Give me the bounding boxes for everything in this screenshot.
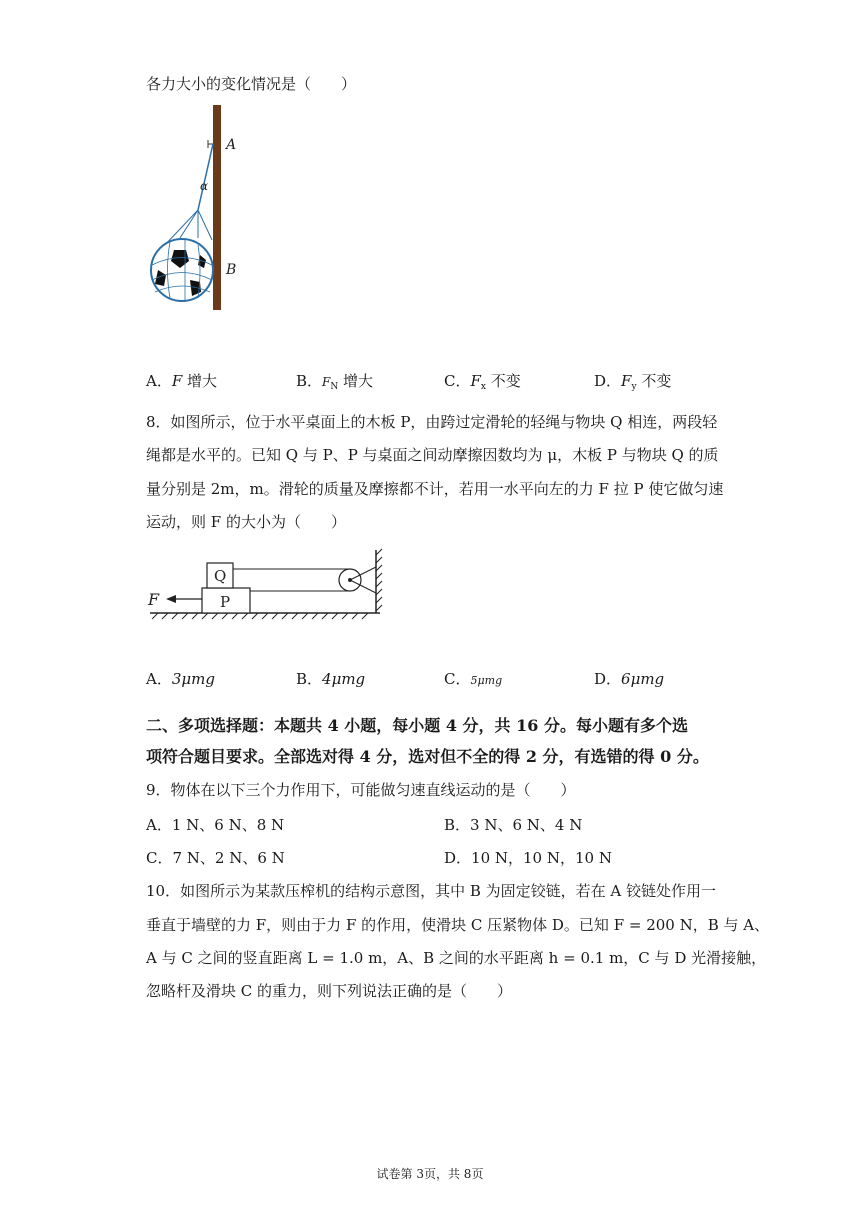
q9-stem: 9．物体在以下三个力作用下，可能做匀速直线运动的是（ ） bbox=[146, 781, 576, 799]
q10-line-1: 10．如图所示为某款压榨机的结构示意图，其中 B 为固定铰链，若在 A 铰链处作用一 bbox=[146, 882, 717, 900]
q8-line-4: 运动，则 F 的大小为（ ） bbox=[146, 513, 346, 531]
string bbox=[198, 144, 213, 210]
q8-line-1: 8．如图所示，位于水平桌面上的木板 P，由跨过定滑轮的轻绳与物块 Q 相连，两段轻 bbox=[146, 413, 718, 431]
ground-hatch bbox=[152, 613, 368, 619]
q10-line-4: 忽略杆及滑块 C 的重力，则下列说法正确的是（ ） bbox=[146, 982, 513, 1000]
label-P: P bbox=[220, 593, 231, 611]
label-A: A bbox=[226, 137, 237, 153]
q7-ball-figure bbox=[140, 100, 250, 315]
soccer-ball bbox=[151, 239, 213, 301]
q8-pulley-figure bbox=[140, 545, 390, 625]
q7-stem-tail: 各力大小的变化情况是（ ） bbox=[146, 75, 357, 93]
section2-heading-line-2: 项符合题目要求。全部选对得 4 分，选对但不全的得 2 分，有选错的得 0 分。 bbox=[146, 747, 709, 766]
section2-heading-line-1: 二、多项选择题：本题共 4 小题，每小题 4 分，共 16 分。每小题有多个选 bbox=[146, 716, 688, 735]
wall-board bbox=[213, 105, 221, 310]
label-Q: Q bbox=[214, 567, 227, 585]
q7-option-c[interactable]: C．$F_x$ 不变 bbox=[444, 372, 521, 392]
q9-option-a[interactable]: A．1 N、6 N、8 N bbox=[146, 816, 285, 834]
q10-line-2: 垂直于墙壁的力 F，则由于力 F 的作用，使滑块 C 压紧物体 D。已知 F = 200 N，B 与 A、 bbox=[146, 916, 770, 934]
q10-line-3: A 与 C 之间的竖直距离 L = 1.0 m，A、B 之间的水平距离 h = 0.1 m，C 与 D 光滑接触， bbox=[146, 949, 767, 967]
page-footer: 试卷第 3页，共 8页 bbox=[376, 1167, 484, 1181]
q8-option-c[interactable]: C．5μmg bbox=[444, 670, 503, 688]
q7-option-b[interactable]: B．$F_N$ 增大 bbox=[296, 372, 374, 392]
label-B: B bbox=[226, 262, 237, 278]
label-F: F bbox=[148, 590, 160, 609]
q8-option-b[interactable]: B．4μmg bbox=[296, 670, 366, 688]
q7-option-a[interactable]: A．F 增大 bbox=[146, 372, 218, 390]
q9-option-b[interactable]: B．3 N、6 N、4 N bbox=[444, 816, 583, 834]
label-alpha: α bbox=[200, 179, 209, 193]
q9-option-c[interactable]: C．7 N、2 N、6 N bbox=[146, 849, 285, 867]
q8-line-2: 绳都是水平的。已知 Q 与 P、P 与桌面之间动摩擦因数均为 μ，木板 P 与物块 Q 的质 bbox=[146, 446, 719, 464]
q9-option-d[interactable]: D．10 N，10 N，10 N bbox=[444, 849, 612, 867]
q7-option-d[interactable]: D．$F_y$ 不变 bbox=[594, 372, 672, 392]
q8-line-3: 量分别是 2m，m。滑轮的质量及摩擦都不计，若用一水平向左的力 F 拉 P 使它做匀速 bbox=[146, 480, 724, 498]
q8-option-d[interactable]: D．6μmg bbox=[594, 670, 665, 688]
q8-option-a[interactable]: A．3μmg bbox=[146, 670, 215, 688]
